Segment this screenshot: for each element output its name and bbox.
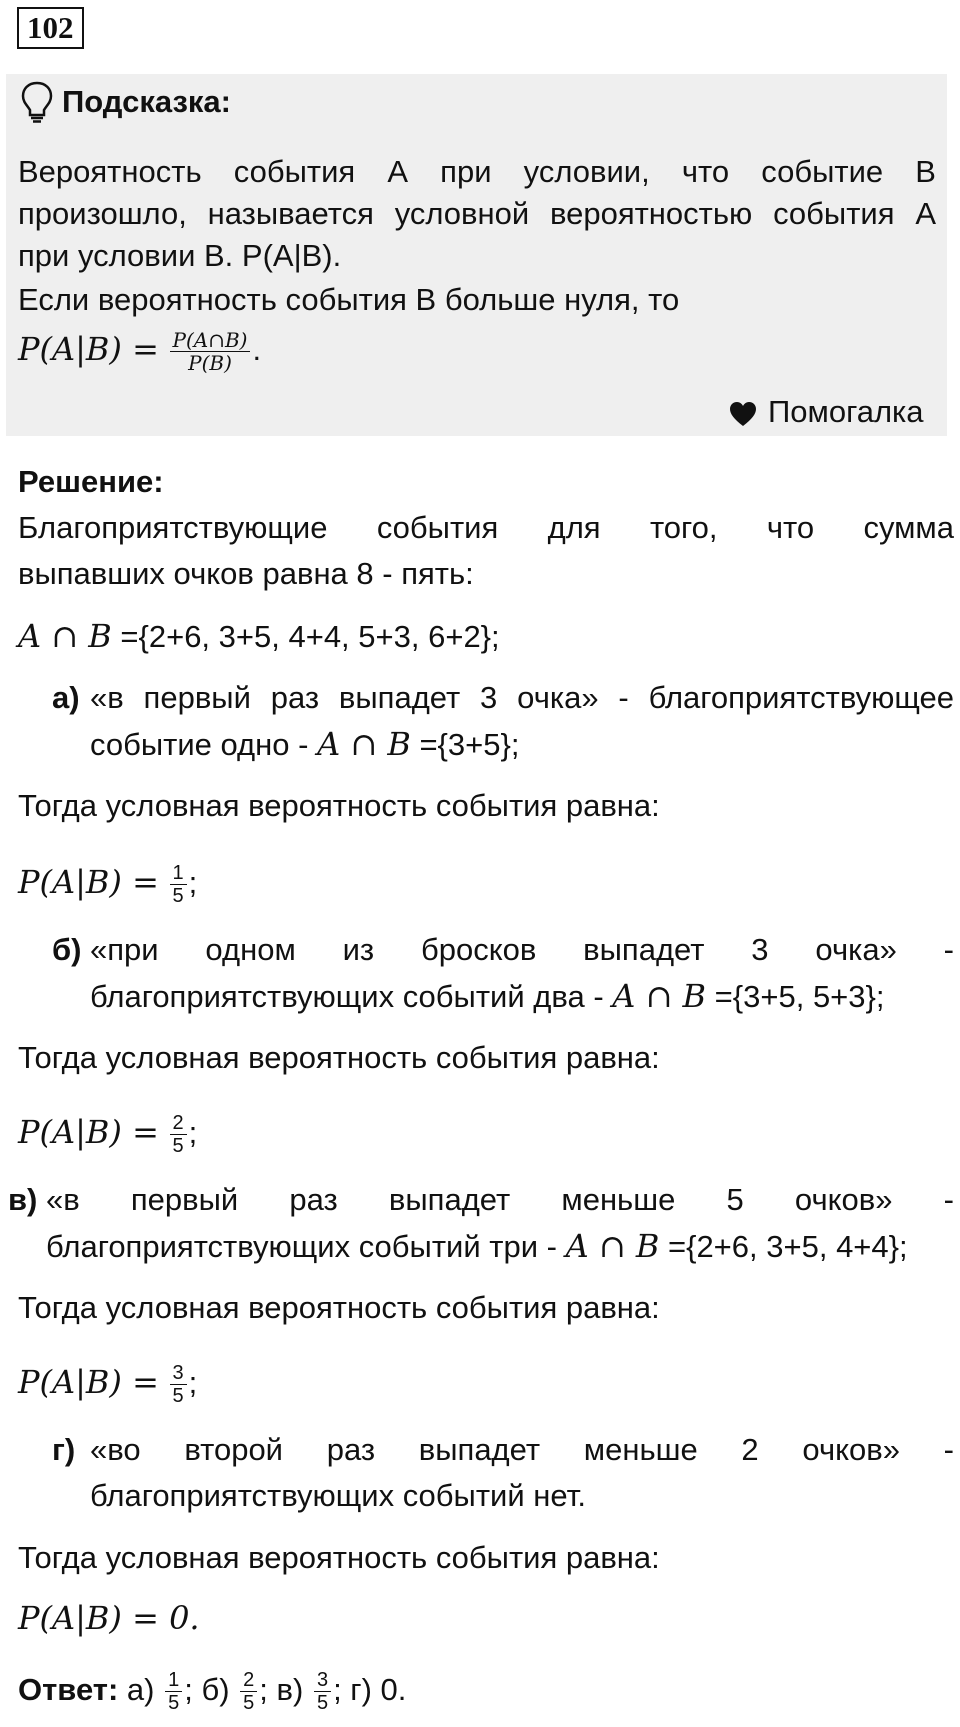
item-text: благоприятствующих событий три - A ∩ B ={2+6, 3+5, 4+4}; (46, 1227, 908, 1265)
formula-fraction (170, 329, 251, 374)
answer: Ответ: а) $\frac{1}{5}$ ; б) $\frac{2}{5}$ ; в) $\frac{3}{5}$ ; г) 0. (18, 1669, 407, 1715)
item-label: б) (52, 932, 82, 967)
then-text: Тогда условная вероятность события равна: (18, 1540, 660, 1575)
item-text: «во второй раз выпадет меньше 2 очков» - (90, 1432, 954, 1467)
solution-intro: Благоприятствующие события для того, что сумма (18, 510, 954, 545)
item-text: событие одно - A ∩ B ={3+5}; (90, 725, 520, 763)
formula-end: . (252, 332, 262, 367)
item-text: благоприятствующих событий два - A ∩ B ={3+5, 5+3}; (90, 977, 885, 1015)
item-label: а) (52, 680, 80, 715)
result-formula: P(A|B) = $\frac{3}{5}$ ; (18, 1362, 198, 1408)
item-text: «в первый раз выпадет 3 очка» - благоприятствующее (90, 680, 954, 715)
result-formula: P(A|B) = $\frac{1}{5}$ ; (18, 862, 198, 908)
hint-line: Если вероятность события В больше нуля, то (18, 282, 680, 317)
set-all (18, 616, 500, 657)
then-text: Тогда условная вероятность события равна: (18, 1290, 660, 1325)
item-label: в) (8, 1182, 38, 1217)
set-values: ={2+6, 3+5, 4+4, 5+3, 6+2}; (111, 619, 500, 654)
then-text: Тогда условная вероятность события равна: (18, 1040, 660, 1075)
item-text: «при одном из бросков выпадет 3 очка» - (90, 932, 954, 967)
hint-title: Подсказка: (62, 84, 231, 119)
formula-denominator: P(B) (188, 351, 232, 376)
result-formula: P(A|B) = 0. (18, 1599, 200, 1637)
formula-lhs: P(A|B) = (18, 330, 159, 368)
hint-line: Вероятность события А при условии, что событие В (18, 154, 936, 189)
formula-numerator: P(A∩B) (170, 329, 251, 352)
heart-icon (728, 400, 758, 428)
set-math: A ∩ B (18, 617, 112, 655)
solution-heading: Решение: (18, 464, 164, 499)
hint-line: произошло, называется условной вероятностью события А (18, 196, 936, 231)
hint-line: при условии В. Р(А|В). (18, 238, 342, 273)
hint-formula (18, 324, 261, 375)
answer-label: Ответ: (18, 1672, 119, 1707)
solution-intro: выпавших очков равна 8 - пять: (18, 556, 474, 591)
item-label: г) (52, 1432, 76, 1467)
credit-label: Помогалка (768, 394, 924, 429)
item-text: благоприятствующих событий нет. (90, 1478, 586, 1513)
lightbulb-icon (20, 80, 54, 124)
problem-number: 102 (17, 7, 84, 49)
result-formula: P(A|B) = $\frac{2}{5}$ ; (18, 1112, 198, 1158)
then-text: Тогда условная вероятность события равна: (18, 788, 660, 823)
item-text: «в первый раз выпадет меньше 5 очков» - (46, 1182, 954, 1217)
